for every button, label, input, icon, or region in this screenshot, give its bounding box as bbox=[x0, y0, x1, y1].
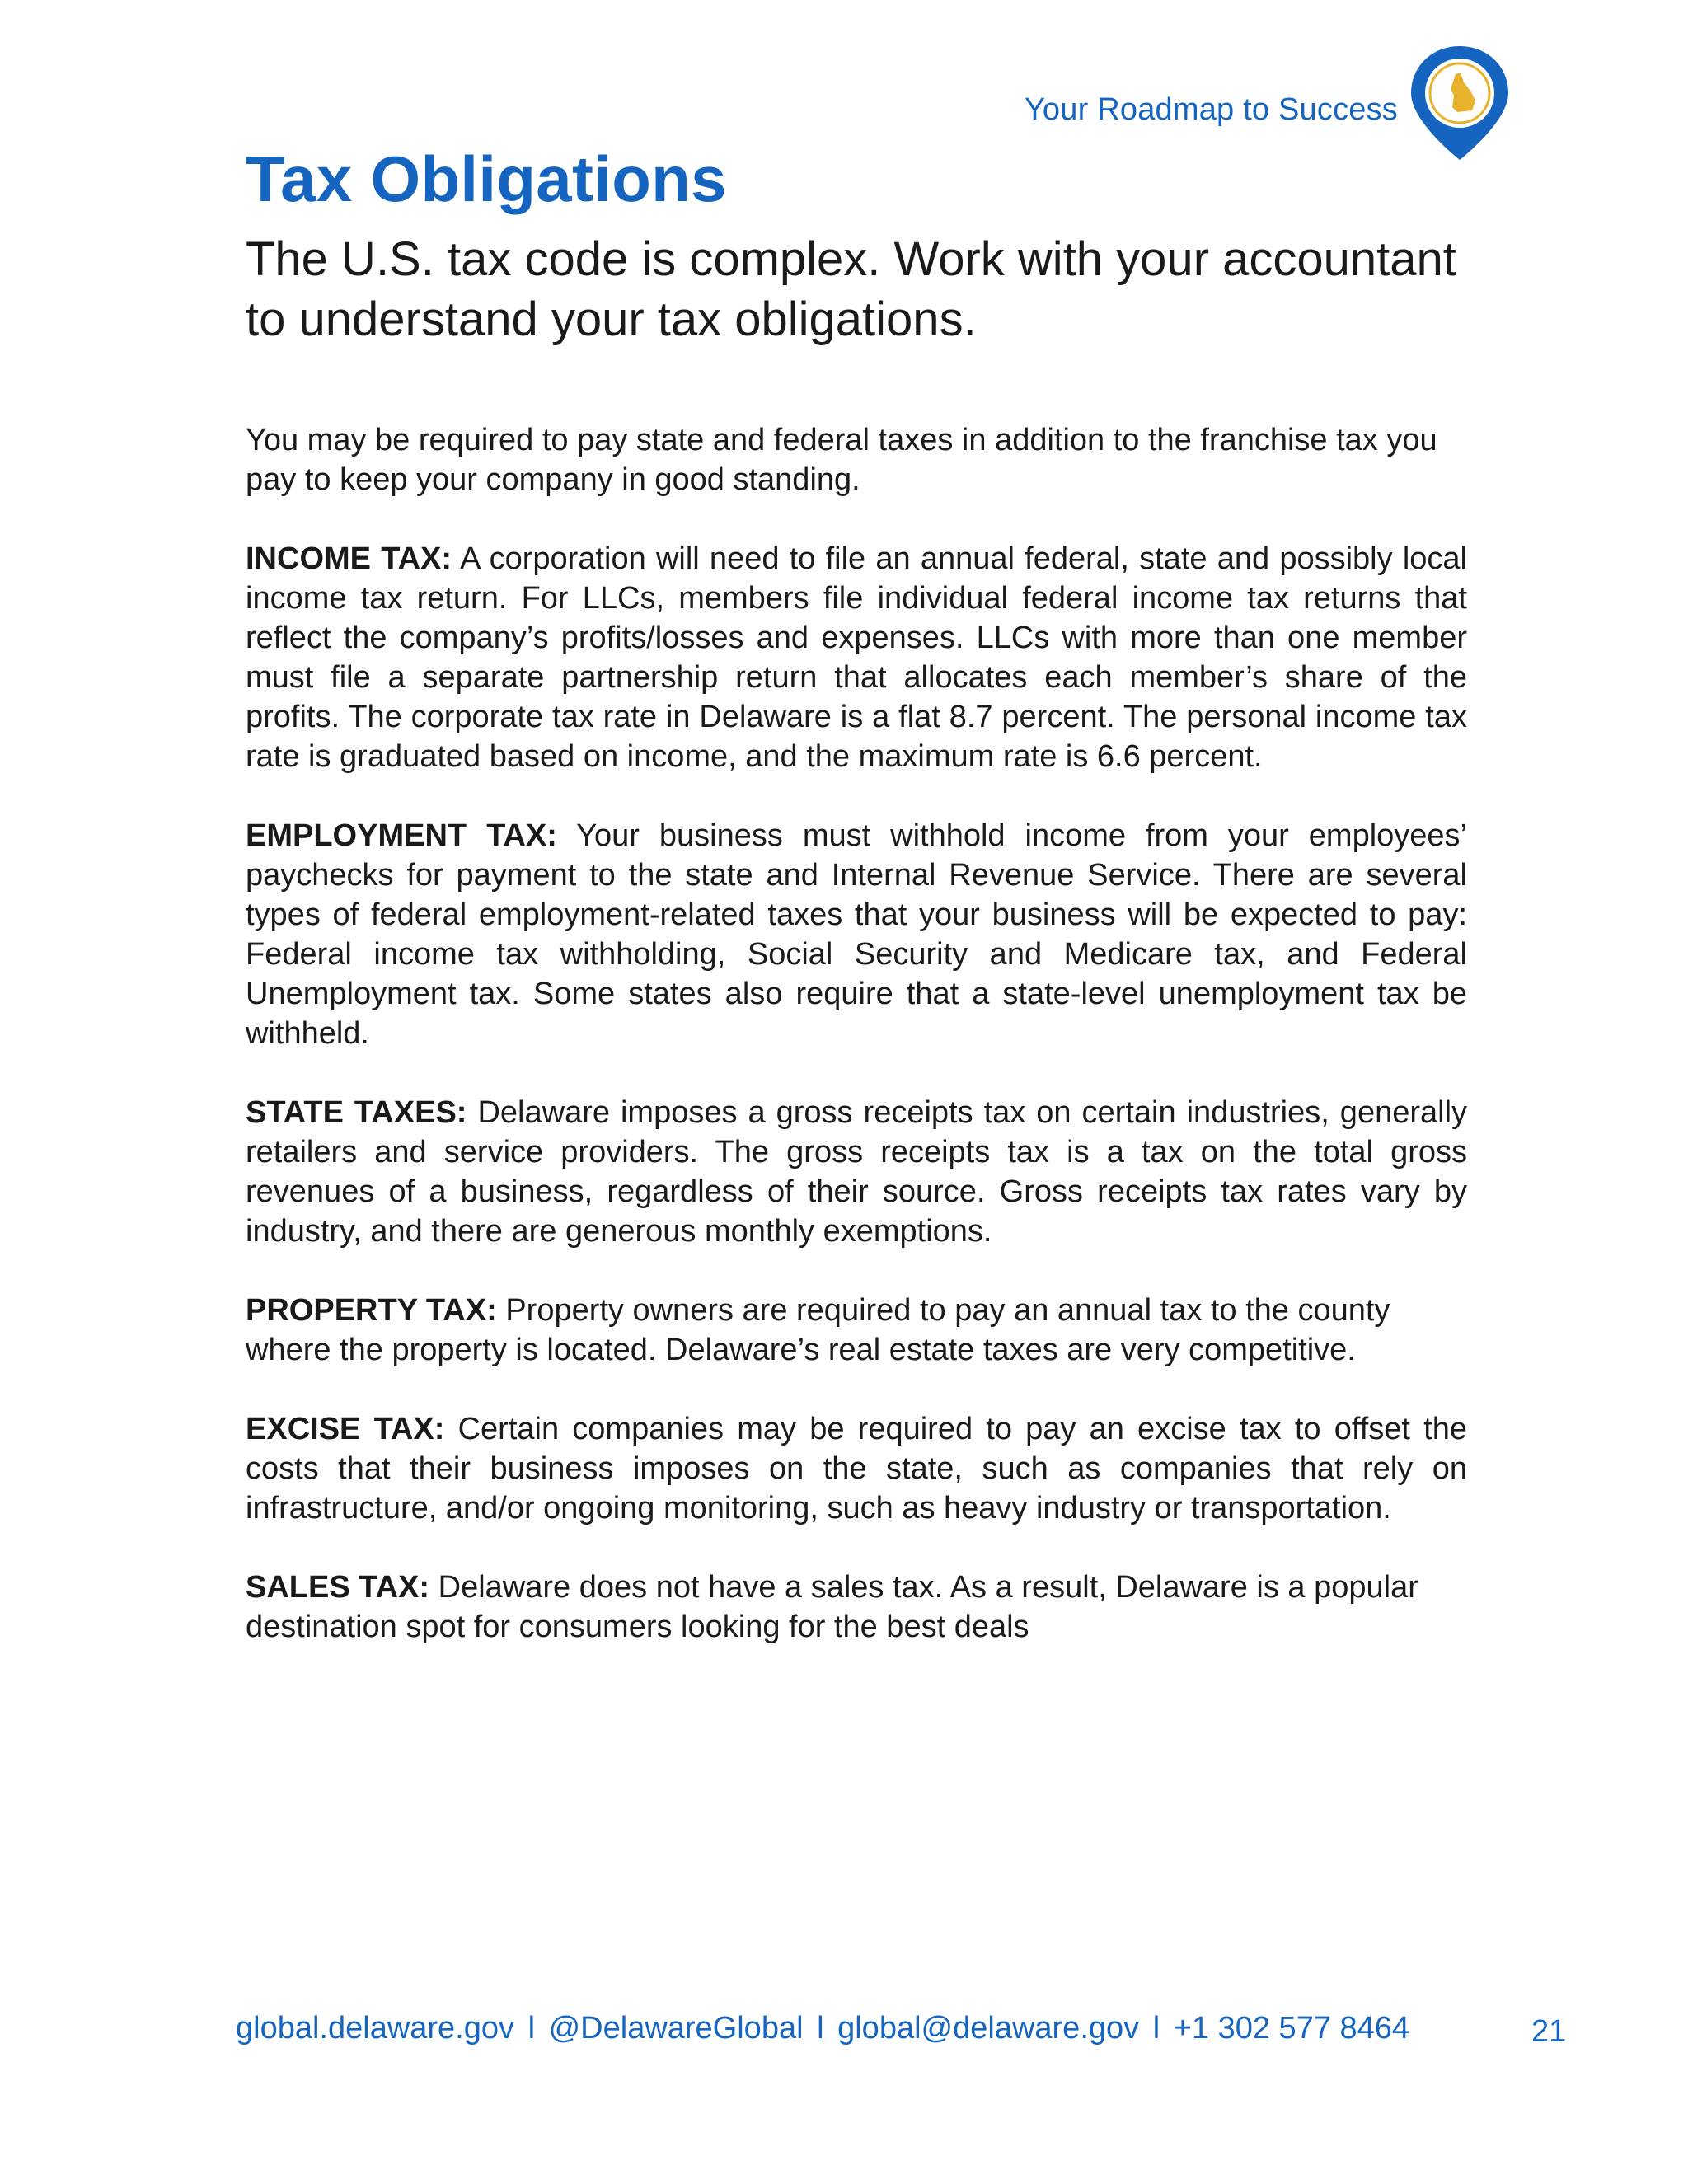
sales-tax-section bbox=[246, 1568, 1467, 1647]
footer-website-link[interactable]: global.delaware.gov bbox=[236, 2011, 515, 2046]
income-tax-section bbox=[246, 539, 1467, 776]
sales-tax-term: SALES TAX: bbox=[246, 1570, 430, 1605]
footer-separator: l bbox=[817, 2011, 824, 2046]
footer-separator: l bbox=[1152, 2011, 1160, 2046]
location-pin-delaware-map-icon bbox=[1406, 41, 1513, 165]
property-tax-section bbox=[246, 1291, 1467, 1370]
footer-contact bbox=[236, 2011, 1409, 2046]
excise-tax-text: Certain companies may be required to pay an excise tax to offset the costs that their business imposes on the state, such as companies that rely on infrastructure, and/or ongoing monitoring, such as heavy industry or transportation. bbox=[246, 1412, 1467, 1526]
footer-phone: +1 302 577 8464 bbox=[1173, 2011, 1410, 2046]
excise-tax-section bbox=[246, 1409, 1467, 1528]
employment-tax-section bbox=[246, 816, 1467, 1053]
footer-email-link[interactable]: global@delaware.gov bbox=[837, 2011, 1140, 2046]
sales-tax-text: Delaware does not have a sales tax. As a result, Delaware is a popular destination spot for consumers looking for the best deals bbox=[246, 1570, 1418, 1644]
state-taxes-section bbox=[246, 1093, 1467, 1251]
header-tagline: Your Roadmap to Success bbox=[1024, 92, 1398, 127]
state-taxes-term: STATE TAXES: bbox=[246, 1095, 467, 1130]
content-body bbox=[246, 420, 1467, 1686]
state-taxes-text: Delaware imposes a gross receipts tax on certain industries, generally retailers and service providers. The gross receipts tax is a tax on the total gross revenues of a business, regardless of their source. Gross receipts tax rates vary by industry, and there are generous monthly exemptions. bbox=[246, 1095, 1468, 1249]
excise-tax-term: EXCISE TAX: bbox=[246, 1412, 445, 1446]
property-tax-text: Property owners are required to pay an annual tax to the county where the property is located. Delaware’s real estate taxes are very competitive. bbox=[246, 1293, 1390, 1367]
income-tax-text: A corporation will need to file an annual federal, state and possibly local income tax return. For LLCs, members file individual federal income tax returns that reflect the company’s profits/losses and expenses. LLCs with more than one member must file a separate partnership return that allocates each member’s share of the profits. The corporate tax rate in Delaware is a flat 8.7 percent. The personal income tax rate is graduated based on income, and the maximum rate is 6.6 percent. bbox=[246, 541, 1467, 774]
property-tax-term: PROPERTY TAX: bbox=[246, 1293, 497, 1328]
page-number: 21 bbox=[1531, 2014, 1567, 2049]
page-title: Tax Obligations bbox=[246, 143, 727, 215]
intro-paragraph: You may be required to pay state and federal taxes in addition to the franchise tax you pay to keep your company in good standing. bbox=[246, 423, 1437, 497]
employment-tax-term: EMPLOYMENT TAX: bbox=[246, 818, 557, 853]
income-tax-term: INCOME TAX: bbox=[246, 541, 452, 576]
footer-social-handle[interactable]: @DelawareGlobal bbox=[548, 2011, 804, 2046]
footer-separator: l bbox=[528, 2011, 536, 2046]
page-subtitle: The U.S. tax code is complex. Work with your accountant to understand your tax obligations. bbox=[246, 232, 1456, 346]
employment-tax-text: Your business must withhold income from your employees’ paychecks for payment to the state and Internal Revenue Service. There are several types of federal employment-related taxes that your business will be expected to pay: Federal income tax withholding, Social Security and Medicare tax, and Federal Unemployment tax. Some states also require that a state-level unemployment tax be withheld. bbox=[246, 818, 1467, 1051]
